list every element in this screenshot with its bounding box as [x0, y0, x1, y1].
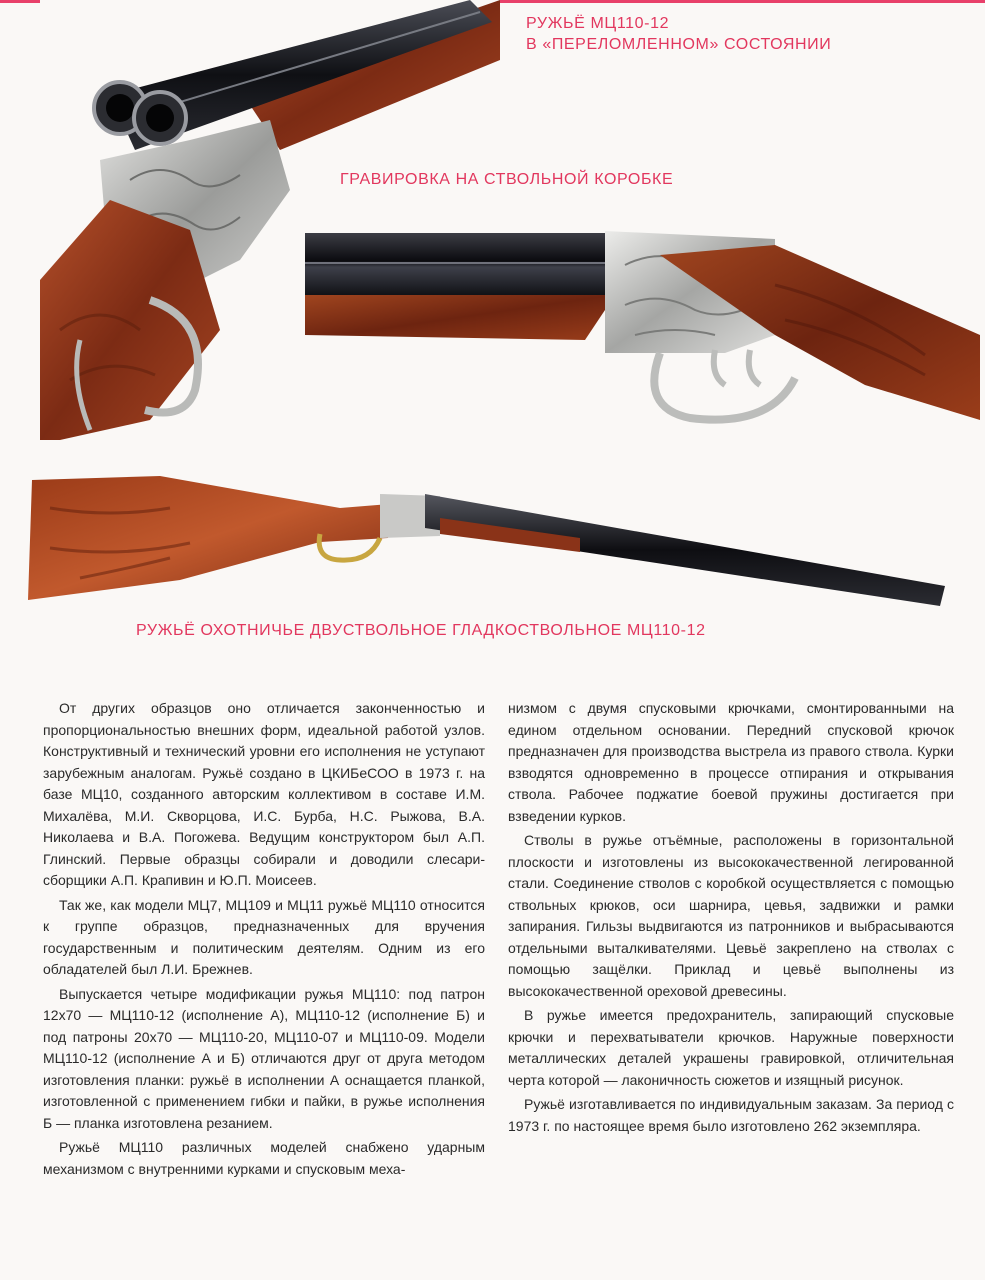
- caption-broken-shotgun-line2: В «ПЕРЕЛОМЛЕННОМ» СОСТОЯНИИ: [526, 36, 832, 53]
- text-column-right: [508, 698, 954, 1137]
- paragraph: Стволы в ружье отъёмные, расположены в горизонтальной плоскости и изготовлены из высококачественной легированной стали. Соединение стволов с коробкой осуществляется с помощью ствольных крюков, оси шарнира, цевья, задвижки и рамки запирания. Гильзы выдвигаются из патронников и выбрасываются отдельными выталкивателями. Цевьё закреплено на стволах с помощью защёлки. Приклад и цевьё выполнены из высококачественной ореховой древесины.: [508, 832, 954, 999]
- receiver-engraving-photo: [305, 225, 980, 425]
- paragraph: низмом с двумя спусковыми крючками, смонтированными на едином отдельном основании. Передний спусковой крючок предназначен для производства выстрела из правого ствола. Курки взводятся одновременно в процессе отпирания и открывания ствола. Рабочее поджатие боевой пружины достигается при взведении курков.: [508, 700, 954, 824]
- paragraph: Выпускается четыре модификации ружья МЦ110: под патрон 12х70 — МЦ110-12 (исполнение А), МЦ110-12 (исполнение Б) и под патроны 20х70 — МЦ110-20, МЦ110-07 и МЦ110-09. Модели МЦ110-12 (исполнение А и Б) отличаются друг от друга методом изготовления планки: ружьё в исполнении А оснащается планкой, изготовленной с применением гибки и пайки, в ружье исполнения Б — планка изготовлена резанием.: [43, 985, 485, 1131]
- paragraph: От других образцов оно отличается законченностью и пропорциональностью внешних форм, идеальной работой узлов. Конструктивный и технический уровни его исполнения не уступают зарубежным аналогам. Ружьё создано в ЦКИБеСОО в 1973 г. на базе МЦ10, созданного авторским коллективом в составе И.М. Михалёва, М.И. Скворцова, И.С. Бурба, Н.С. Рыжова, В.А. Николаева и В.А. Погожева. Ведущим конструктором был А.П. Глинский. Первые образцы собирали и доводили слесари-сборщики А.П. Крапивин и Ю.П. Моисеев.: [43, 700, 485, 888]
- paragraph: Ружьё МЦ110 различных моделей снабжено ударным механизмом с внутренними курками и спусковым меха-: [43, 1139, 485, 1177]
- paragraph: В ружье имеется предохранитель, запирающий спусковые крючки и перехватыватели крючков. Наружные поверхности металлических деталей украшены гравировкой, отличительная черта которой — лаконичность сюжетов и изящный рисунок.: [508, 1007, 954, 1088]
- caption-broken-shotgun-line1: РУЖЬЁ МЦ110-12: [526, 15, 670, 32]
- full-shotgun-photo: [20, 468, 950, 610]
- caption-engraving: ГРАВИРОВКА НА СТВОЛЬНОЙ КОРОБКЕ: [340, 171, 674, 188]
- caption-main: РУЖЬЁ ОХОТНИЧЬЕ ДВУСТВОЛЬНОЕ ГЛАДКОСТВОЛЬНОЕ МЦ110-12: [136, 622, 706, 639]
- paragraph: Так же, как модели МЦ7, МЦ109 и МЦ11 ружьё МЦ110 относится к группе образцов, предназначенных для вручения государственным и политическим деятелям. Одним из его обладателей был Л.И. Брежнев.: [43, 896, 485, 977]
- text-column-left: [43, 698, 485, 1180]
- paragraph: Ружьё изготавливается по индивидуальным заказам. За период с 1973 г. по настоящее время было изготовлено 262 экземпляра.: [508, 1096, 954, 1134]
